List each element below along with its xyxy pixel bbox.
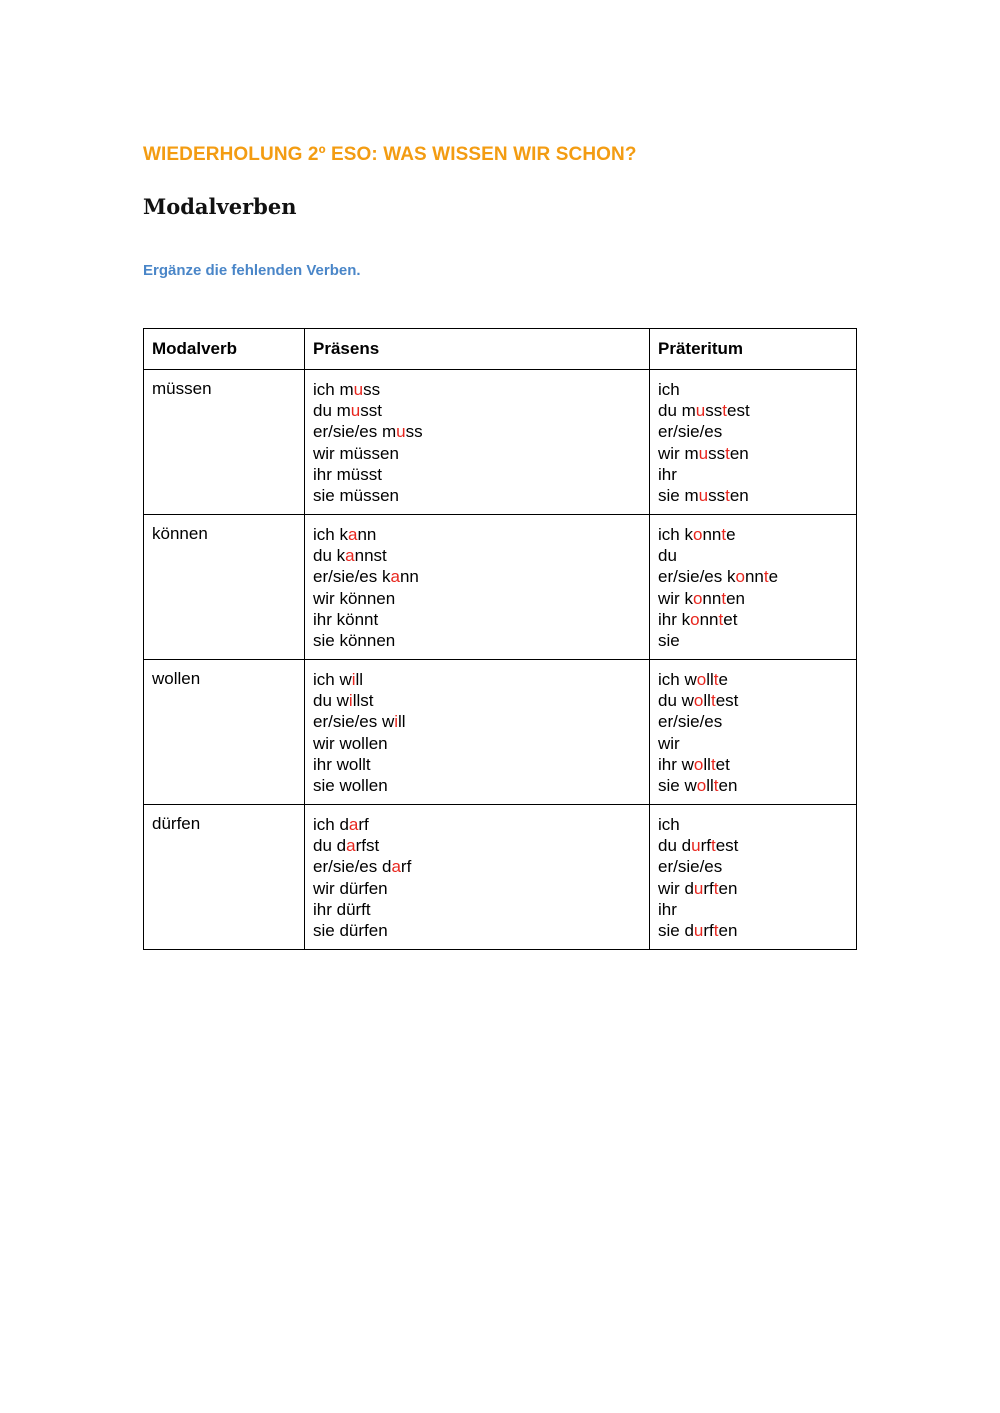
form-text: ss: [708, 443, 726, 463]
highlighted-letters: o: [735, 567, 745, 587]
form-text: wir k: [658, 588, 693, 608]
form-text: ss: [363, 380, 381, 399]
verb-form: [313, 754, 641, 775]
verb-form: [313, 711, 641, 732]
highlighted-letters: t: [763, 567, 769, 587]
verb-form: [658, 835, 848, 856]
form-text: du w: [658, 691, 694, 711]
form-text: ihr könnt: [313, 609, 379, 629]
table-row: [144, 805, 857, 950]
section-heading: Modalverben: [143, 194, 297, 219]
form-text: ich d: [313, 815, 349, 834]
highlighted-letters: t: [722, 401, 727, 421]
form-text: ll: [703, 691, 711, 711]
form-text: rf: [703, 920, 714, 940]
verb-form: [313, 588, 641, 609]
verb-form: [658, 899, 848, 920]
verb-form: [658, 754, 848, 775]
verb-form: [313, 566, 641, 587]
highlighted-letters: i: [348, 691, 353, 711]
instruction-text: Ergänze die fehlenden Verben.: [143, 262, 361, 279]
verb-form: [658, 630, 848, 651]
verb-form: [658, 588, 848, 609]
highlighted-letters: t: [718, 609, 724, 629]
verb-form: [313, 775, 641, 796]
highlighted-letters: o: [693, 691, 704, 711]
form-text: nn: [357, 525, 377, 544]
form-text: ss: [708, 485, 726, 505]
verb-form: [313, 609, 641, 630]
verb-form: [658, 545, 848, 566]
verb-form: [313, 524, 641, 545]
form-text: sie müssen: [313, 485, 399, 505]
modalverb-cell: dürfen: [144, 805, 305, 950]
form-text: sie w: [658, 775, 697, 795]
highlighted-letters: o: [693, 754, 704, 774]
highlighted-letters: o: [692, 525, 703, 544]
form-text: du d: [313, 836, 347, 856]
verb-form: [313, 835, 641, 856]
modalverb-cell: können: [144, 515, 305, 660]
header-praesens: Präsens: [305, 329, 650, 370]
verb-form: [658, 400, 848, 421]
verb-form: [658, 733, 848, 754]
highlighted-letters: o: [696, 775, 707, 795]
form-text: er/sie/es m: [313, 422, 397, 442]
form-text: ihr wollt: [313, 754, 371, 774]
form-text: ich: [658, 815, 680, 834]
highlighted-letters: u: [698, 443, 709, 463]
verb-form: [313, 400, 641, 421]
highlighted-letters: t: [710, 754, 716, 774]
verb-form: [313, 733, 641, 754]
highlighted-letters: t: [713, 878, 719, 898]
verb-form: [658, 920, 848, 941]
verb-form: [658, 443, 848, 464]
table-body: [144, 370, 857, 950]
form-text: ll: [706, 775, 714, 795]
form-text: en: [729, 443, 749, 463]
form-text: ss: [405, 422, 423, 442]
verb-form: [658, 878, 848, 899]
form-text: sie können: [313, 630, 396, 650]
highlighted-letters: t: [710, 836, 716, 856]
verb-form: [313, 669, 641, 690]
form-text: wir: [658, 733, 680, 753]
form-text: ich k: [658, 525, 693, 544]
verb-form: [658, 775, 848, 796]
form-text: er/sie/es d: [313, 857, 392, 877]
form-text: en: [718, 775, 738, 795]
form-text: ihr w: [658, 754, 694, 774]
praeteritum-cell: [650, 515, 857, 660]
form-text: ich w: [313, 670, 352, 689]
form-text: ll: [706, 670, 714, 689]
verb-form: [658, 669, 848, 690]
highlighted-letters: a: [346, 836, 356, 856]
verb-form: [313, 464, 641, 485]
form-text: ll: [355, 670, 364, 689]
form-text: et: [723, 609, 738, 629]
highlighted-letters: o: [692, 588, 703, 608]
highlighted-letters: u: [695, 401, 706, 421]
modalverb-cell: müssen: [144, 370, 305, 515]
form-text: du: [658, 546, 677, 566]
form-text: er/sie/es w: [313, 712, 395, 732]
verb-form: [313, 545, 641, 566]
highlighted-letters: o: [696, 670, 707, 689]
praesens-cell: [305, 805, 650, 950]
verb-form: [313, 856, 641, 877]
highlighted-letters: u: [698, 485, 709, 505]
form-text: rf: [703, 878, 714, 898]
verb-form: [658, 485, 848, 506]
header-praeteritum: Präteritum: [650, 329, 857, 370]
verb-form: [313, 690, 641, 711]
form-text: sie dürfen: [313, 920, 388, 940]
highlighted-letters: u: [353, 380, 364, 399]
form-text: ich k: [313, 525, 348, 544]
verb-form: [658, 379, 848, 400]
verb-form: [658, 711, 848, 732]
header-modalverb: Modalverb: [144, 329, 305, 370]
verb-form: [313, 814, 641, 835]
praeteritum-cell: [650, 370, 857, 515]
form-text: en: [718, 878, 738, 898]
highlighted-letters: a: [347, 525, 358, 544]
highlighted-letters: u: [693, 878, 704, 898]
verb-form: [313, 379, 641, 400]
form-text: ihr müsst: [313, 464, 382, 484]
highlighted-letters: i: [394, 712, 399, 732]
form-text: du w: [313, 691, 349, 711]
form-text: wir dürfen: [313, 878, 388, 898]
form-text: wir wollen: [313, 733, 388, 753]
highlighted-letters: t: [713, 920, 719, 940]
highlighted-letters: t: [713, 775, 719, 795]
praeteritum-cell: [650, 805, 857, 950]
form-text: wir d: [658, 878, 694, 898]
form-text: ss: [705, 401, 723, 421]
highlighted-letters: u: [396, 422, 406, 442]
form-text: et: [715, 754, 730, 774]
form-text: ich m: [313, 380, 354, 399]
highlighted-letters: t: [725, 443, 730, 463]
praesens-cell: [305, 660, 650, 805]
form-text: e: [718, 670, 728, 689]
form-text: nn: [699, 609, 719, 629]
verb-form: [658, 609, 848, 630]
form-text: e: [768, 567, 779, 587]
form-text: rfst: [355, 836, 380, 856]
highlighted-letters: t: [721, 525, 727, 544]
praesens-cell: [305, 370, 650, 515]
form-text: est: [715, 836, 739, 856]
modal-verbs-table: [143, 328, 857, 950]
form-text: ihr k: [658, 609, 691, 629]
form-text: nn: [744, 567, 764, 587]
highlighted-letters: t: [721, 588, 727, 608]
highlighted-letters: t: [725, 485, 730, 505]
verb-form: [313, 485, 641, 506]
form-text: wir m: [658, 443, 699, 463]
praesens-cell: [305, 515, 650, 660]
table-row: [144, 660, 857, 805]
form-text: sst: [360, 401, 382, 421]
form-text: sie: [658, 630, 680, 650]
form-text: e: [726, 525, 736, 544]
form-text: du d: [658, 836, 692, 856]
form-text: du m: [658, 401, 696, 421]
form-text: ich w: [658, 670, 697, 689]
form-text: rf: [400, 857, 412, 877]
form-text: sie wollen: [313, 775, 388, 795]
form-text: er/sie/es: [658, 857, 723, 877]
highlighted-letters: u: [691, 836, 701, 856]
verb-form: [658, 690, 848, 711]
form-text: wir können: [313, 588, 396, 608]
form-text: wir müssen: [313, 443, 399, 463]
praeteritum-cell: [650, 660, 857, 805]
verb-form: [313, 421, 641, 442]
form-text: er/sie/es k: [658, 567, 736, 587]
highlighted-letters: o: [690, 609, 700, 629]
highlighted-letters: t: [713, 670, 719, 689]
form-text: en: [729, 485, 749, 505]
form-text: en: [718, 920, 738, 940]
form-text: nn: [399, 567, 419, 587]
highlighted-letters: u: [693, 920, 704, 940]
verb-form: [313, 630, 641, 651]
highlighted-letters: a: [391, 857, 401, 877]
form-text: sie d: [658, 920, 694, 940]
form-text: du m: [313, 401, 351, 421]
form-text: est: [727, 401, 750, 421]
form-text: ll: [398, 712, 406, 732]
form-text: ihr: [658, 899, 677, 919]
form-text: rf: [358, 815, 369, 834]
form-text: ihr dürft: [313, 899, 371, 919]
verb-form: [658, 856, 848, 877]
highlighted-letters: i: [351, 670, 356, 689]
form-text: er/sie/es: [658, 712, 723, 732]
form-text: er/sie/es: [658, 422, 723, 442]
verb-form: [658, 421, 848, 442]
table-row: [144, 515, 857, 660]
verb-form: [313, 899, 641, 920]
highlighted-letters: a: [390, 567, 400, 587]
form-text: nnst: [354, 546, 387, 566]
form-text: ihr: [658, 464, 677, 484]
verb-form: [313, 920, 641, 941]
form-text: en: [726, 588, 745, 608]
page-title: WIEDERHOLUNG 2º ESO: WAS WISSEN WIR SCHON?: [143, 144, 637, 165]
form-text: llst: [352, 691, 374, 711]
verb-form: [313, 443, 641, 464]
form-text: ich: [658, 380, 680, 399]
table-row: [144, 370, 857, 515]
verb-form: [658, 814, 848, 835]
highlighted-letters: u: [350, 401, 361, 421]
form-text: ll: [703, 754, 711, 774]
table-header-row: [144, 329, 857, 370]
modalverb-cell: wollen: [144, 660, 305, 805]
form-text: sie m: [658, 485, 699, 505]
form-text: est: [715, 691, 739, 711]
highlighted-letters: a: [345, 546, 355, 566]
highlighted-letters: a: [348, 815, 359, 834]
form-text: rf: [700, 836, 711, 856]
highlighted-letters: t: [710, 691, 716, 711]
verb-form: [658, 464, 848, 485]
form-text: nn: [702, 588, 722, 608]
form-text: du k: [313, 546, 346, 566]
verb-form: [658, 524, 848, 545]
verb-form: [658, 566, 848, 587]
form-text: er/sie/es k: [313, 567, 391, 587]
form-text: nn: [702, 525, 722, 544]
verb-form: [313, 878, 641, 899]
